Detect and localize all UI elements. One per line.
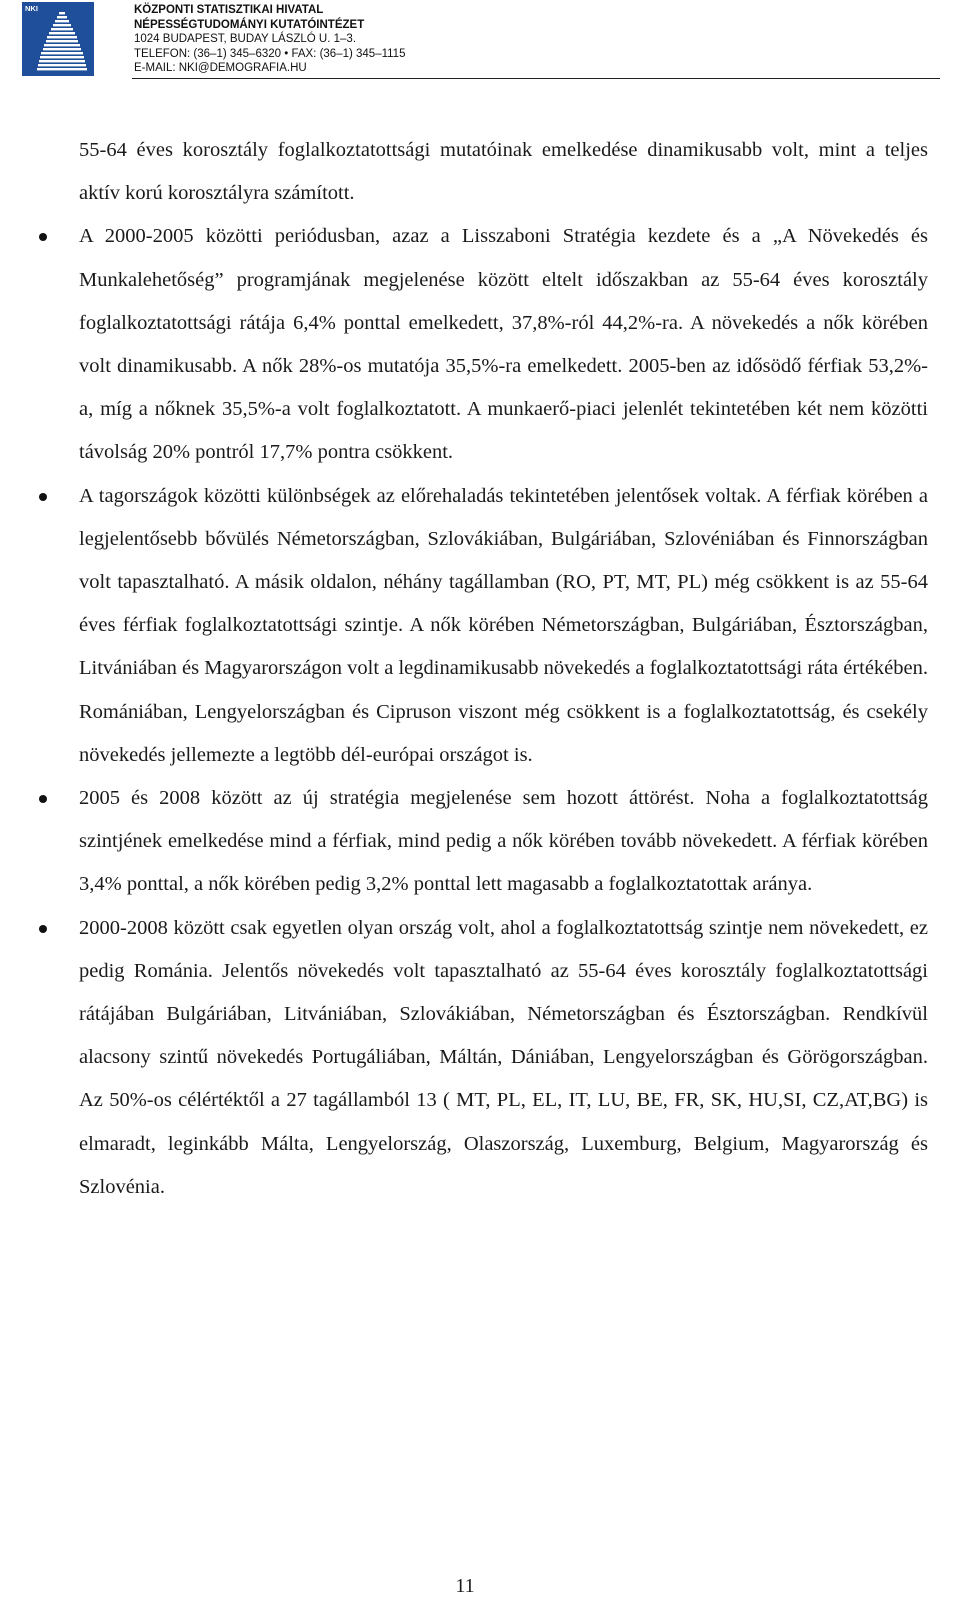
logo-text: NKI — [25, 4, 38, 13]
list-item — [79, 907, 928, 1209]
list-item-text: 2000-2008 között csak egyetlen olyan ország volt, ahol a foglalkoztatottság szintje nem növekedett, ez pedig Románia. Jelentős növekedés volt tapasztalható az 55-64 éves korosztály foglalkoztatottsági rátájában Bulgáriában, Litvániában, Szlovákiában, Németországban és Észtországban. Rendkívül alacsony szintű növekedés Portugáliában, Máltán, Dániában, Lengyelországban és Görögországban. Az 50%-os célértéktől a 27 tagállamból 13 ( MT, PL, EL, IT, LU, BE, FR, SK, HU,SI, CZ,AT,BG) is elmaradt, leginkább Málta, Lengyelország, Olaszország, Luxemburg, Belgium, Magyarország és Szlovénia. — [79, 916, 928, 1198]
page-body — [79, 129, 928, 1209]
nki-logo — [22, 2, 94, 76]
page-number: 11 — [455, 1575, 475, 1597]
list-item — [79, 475, 928, 777]
org-line: 1024 BUDAPEST, BUDAY LÁSZLÓ U. 1–3. — [134, 33, 357, 45]
bullet-list — [79, 215, 928, 1209]
list-item — [79, 777, 928, 907]
bullet-icon — [39, 233, 47, 241]
bullet-icon — [39, 925, 47, 933]
org-line: E-MAIL: NKI@DEMOGRAFIA.HU — [134, 62, 307, 74]
list-item — [79, 215, 928, 474]
org-line: NÉPESSÉGTUDOMÁNYI KUTATÓINTÉZET — [134, 18, 365, 31]
list-item-text: A 2000-2005 közötti periódusban, azaz a Lisszaboni Stratégia kezdete és a „A Növekedés és Munkalehetőség” programjának megjelenése között eltelt időszakban az 55-64 éves korosztály foglalkoztatottsági rátája 6,4% ponttal emelkedett, 37,8%-ról 44,2%-ra. A növekedés a nők körében volt dinamikusabb. A nők 28%-os mutatója 35,5%-ra emelkedett. 2005-ben az idősödő férfiak 53,2%-a, míg a nőknek 35,5%-a volt foglalkoztatott. A munkaerő-piaci jelenlét tekintetében két nem közötti távolság 20% pontról 17,7% pontra csökkent. — [79, 225, 928, 464]
list-item-text: 2005 és 2008 között az új stratégia megjelenése sem hozott áttörést. Noha a foglalkoztatottság szintjének emelkedése mind a férfiak, mind pedig a nők körében tovább növekedett. A férfiak körében 3,4% ponttal, a nők körében pedig 3,2% ponttal lett magasabb a foglalkoztatottak aránya. — [79, 787, 928, 896]
header-rule — [132, 78, 940, 79]
page-header — [22, 0, 940, 82]
list-item-text: A tagországok közötti különbségek az előrehaladás tekintetében jelentősek voltak. A férfiak körében a legjelentősebb bővülés Németországban, Szlovákiában, Bulgáriában, Szlovéniában és Finnországban volt tapasztalható. A másik oldalon, néhány tagállamban (RO, PT, MT, PL) még csökkent is az 55-64 éves férfiak foglalkoztatottsági szintje. A nők körében Németországban, Bulgáriában, Észtországban, Litvániában és Magyarországon volt a legdinamikusabb növekedés a foglalkoztatottsági ráta értékében. Romániában, Lengyelországban és Cipruson viszont még csökkent is a foglalkoztatottság, és csekély növekedés jellemezte a legtöbb dél-európai országot is. — [79, 484, 928, 766]
intro-paragraph: 55-64 éves korosztály foglalkoztatottsági mutatóinak emelkedése dinamikusabb volt, mint a teljes aktív korú korosztályra számított. — [79, 139, 928, 205]
institute-info — [134, 3, 405, 76]
org-line: KÖZPONTI STATISZTIKAI HIVATAL — [134, 4, 324, 16]
org-line: TELEFON: (36–1) 345–6320 • FAX: (36–1) 345–1115 — [134, 47, 406, 60]
bullet-icon — [39, 795, 47, 803]
bullet-icon — [39, 493, 47, 501]
